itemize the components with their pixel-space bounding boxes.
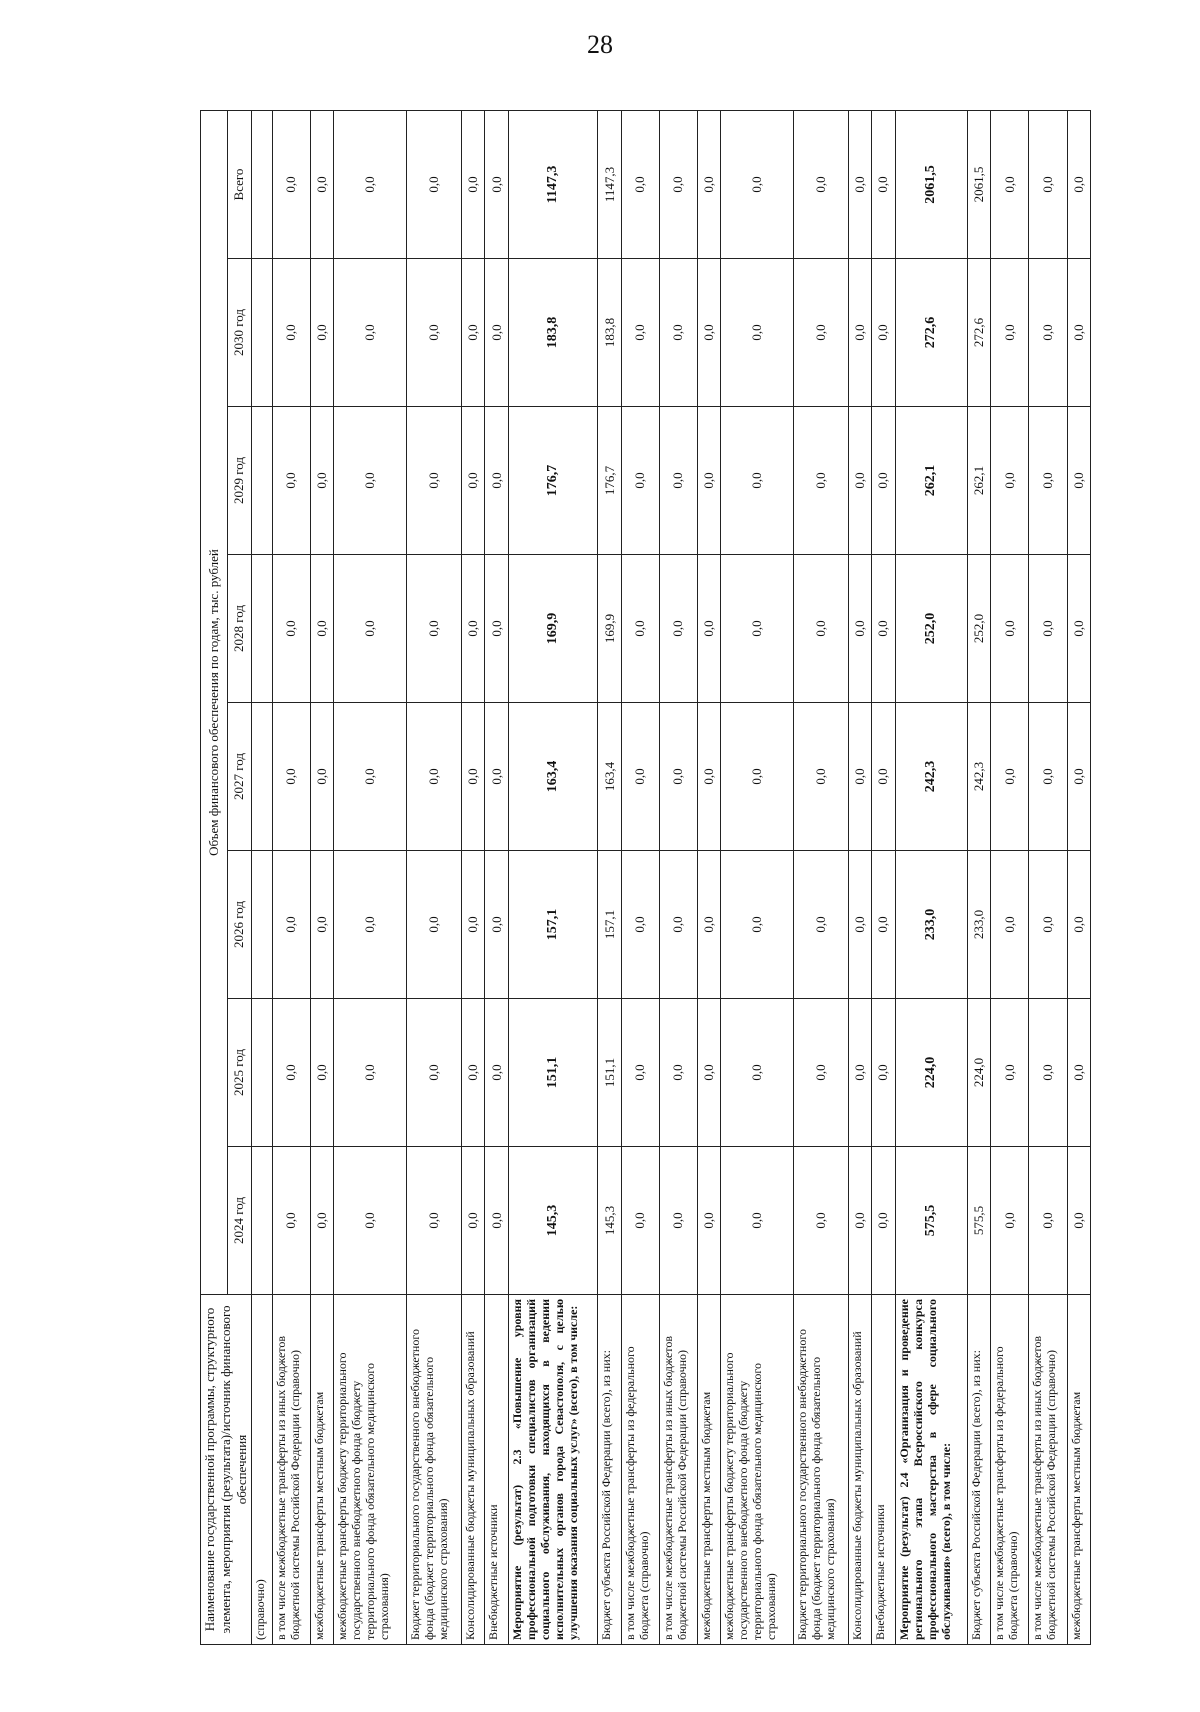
header-year-cell: 2024 год (227, 1147, 251, 1295)
value-cell: 0,0 (793, 555, 848, 703)
value-cell: 0,0 (272, 259, 310, 407)
value-cell: 575,5 (895, 1147, 967, 1295)
table-body (252, 111, 1091, 1645)
value-cell: 0,0 (721, 555, 793, 703)
value-cell (252, 1147, 273, 1295)
value-cell: 0,0 (659, 703, 697, 851)
row-name-cell: межбюджетные трансферты бюджету территориального государственного внебюджетного фонда (бюджету территориального фонда обязательного медицинского страхования) (721, 1295, 793, 1645)
value-cell: 0,0 (793, 407, 848, 555)
row-name-cell: в том числе межбюджетные трансферты из иных бюджетов бюджетной системы Российской Федерации (справочно) (1029, 1295, 1067, 1645)
value-cell: 169,9 (598, 555, 621, 703)
value-cell: 0,0 (1067, 1147, 1091, 1295)
value-cell: 157,1 (508, 851, 598, 999)
value-cell: 0,0 (334, 1147, 406, 1295)
rotated-table-container (200, 110, 1090, 1645)
value-cell: 242,3 (895, 703, 967, 851)
value-cell: 0,0 (1067, 851, 1091, 999)
value-cell: 0,0 (1067, 111, 1091, 259)
value-cell: 0,0 (462, 1147, 485, 1295)
table-row (968, 111, 991, 1645)
table-row (848, 111, 871, 1645)
value-cell: 224,0 (968, 999, 991, 1147)
value-cell: 0,0 (1067, 259, 1091, 407)
value-cell: 0,0 (721, 259, 793, 407)
value-cell: 0,0 (462, 555, 485, 703)
value-cell: 0,0 (872, 703, 895, 851)
value-cell: 0,0 (621, 851, 659, 999)
table-row (1029, 111, 1067, 1645)
value-cell: 0,0 (848, 111, 871, 259)
value-cell: 0,0 (406, 999, 461, 1147)
value-cell: 272,6 (968, 259, 991, 407)
value-cell: 242,3 (968, 703, 991, 851)
table-row (272, 111, 310, 1645)
value-cell: 0,0 (462, 851, 485, 999)
row-name-cell: в том числе межбюджетные трансферты из иных бюджетов бюджетной системы Российской Федерации (справочно) (659, 1295, 697, 1645)
value-cell: 0,0 (721, 703, 793, 851)
value-cell: 0,0 (485, 407, 508, 555)
table-row (406, 111, 461, 1645)
row-name-cell: межбюджетные трансферты бюджету территориального государственного внебюджетного фонда (бюджету территориального фонда обязательного медицинского страхования) (334, 1295, 406, 1645)
value-cell: 163,4 (508, 703, 598, 851)
value-cell: 145,3 (598, 1147, 621, 1295)
value-cell: 0,0 (406, 111, 461, 259)
value-cell: 0,0 (406, 259, 461, 407)
value-cell (252, 703, 273, 851)
value-cell: 0,0 (272, 407, 310, 555)
row-name-cell: Консолидированные бюджеты муниципальных образований (462, 1295, 485, 1645)
value-cell: 233,0 (968, 851, 991, 999)
value-cell: 0,0 (621, 555, 659, 703)
value-cell: 0,0 (721, 1147, 793, 1295)
value-cell: 0,0 (872, 555, 895, 703)
value-cell: 0,0 (272, 1147, 310, 1295)
value-cell: 0,0 (697, 111, 720, 259)
value-cell: 0,0 (659, 851, 697, 999)
value-cell: 224,0 (895, 999, 967, 1147)
value-cell: 0,0 (872, 111, 895, 259)
value-cell: 0,0 (991, 703, 1029, 851)
value-cell: 0,0 (485, 999, 508, 1147)
value-cell: 0,0 (272, 111, 310, 259)
value-cell: 0,0 (991, 851, 1029, 999)
table-row (598, 111, 621, 1645)
value-cell: 0,0 (310, 407, 333, 555)
value-cell: 0,0 (334, 407, 406, 555)
header-year-cell: 2029 год (227, 407, 251, 555)
value-cell: 0,0 (1029, 851, 1067, 999)
value-cell: 0,0 (1029, 703, 1067, 851)
value-cell: 0,0 (485, 1147, 508, 1295)
value-cell: 157,1 (598, 851, 621, 999)
value-cell: 0,0 (462, 703, 485, 851)
value-cell: 0,0 (991, 407, 1029, 555)
value-cell: 0,0 (793, 111, 848, 259)
value-cell: 0,0 (406, 407, 461, 555)
row-name-cell: Мероприятие (результат) 2.3 «Повышение уровня профессиональной подготовки специалистов организаций социального обслуживания, находящихся в ведении исполнительных органов города Севастополя, с целью улучшения оказания социальных услуг» (всего), в том числе: (508, 1295, 598, 1645)
row-name-cell: Внебюджетные источники (485, 1295, 508, 1645)
value-cell (252, 111, 273, 259)
value-cell: 0,0 (621, 111, 659, 259)
value-cell: 0,0 (848, 1147, 871, 1295)
value-cell: 0,0 (485, 259, 508, 407)
header-year-cell: 2028 год (227, 555, 251, 703)
value-cell: 0,0 (621, 259, 659, 407)
header-year-cell: Всего (227, 111, 251, 259)
table-row (659, 111, 697, 1645)
value-cell: 169,9 (508, 555, 598, 703)
value-cell: 0,0 (721, 851, 793, 999)
table-row (793, 111, 848, 1645)
value-cell: 0,0 (991, 555, 1029, 703)
value-cell: 0,0 (793, 851, 848, 999)
value-cell: 0,0 (793, 999, 848, 1147)
row-name-cell: (справочно) (252, 1295, 273, 1645)
value-cell: 0,0 (659, 407, 697, 555)
value-cell: 0,0 (659, 259, 697, 407)
table-row (310, 111, 333, 1645)
value-cell: 575,5 (968, 1147, 991, 1295)
value-cell: 151,1 (508, 999, 598, 1147)
value-cell: 0,0 (485, 703, 508, 851)
row-name-cell: Консолидированные бюджеты муниципальных образований (848, 1295, 871, 1645)
value-cell: 0,0 (310, 555, 333, 703)
value-cell: 0,0 (272, 999, 310, 1147)
value-cell: 0,0 (485, 111, 508, 259)
value-cell: 0,0 (462, 111, 485, 259)
value-cell: 0,0 (872, 407, 895, 555)
table-row (991, 111, 1029, 1645)
value-cell: 0,0 (1067, 703, 1091, 851)
value-cell: 2061,5 (968, 111, 991, 259)
table-row (697, 111, 720, 1645)
value-cell: 0,0 (334, 703, 406, 851)
value-cell: 0,0 (272, 555, 310, 703)
value-cell (252, 851, 273, 999)
table-row (621, 111, 659, 1645)
value-cell: 0,0 (991, 1147, 1029, 1295)
value-cell: 0,0 (462, 259, 485, 407)
value-cell: 0,0 (1029, 111, 1067, 259)
value-cell: 0,0 (1067, 407, 1091, 555)
header-volume-cell: Объем финансового обеспечения по годам, тыс. рублей (201, 111, 228, 1295)
table-row (252, 111, 273, 1645)
header-year-cell: 2025 год (227, 999, 251, 1147)
value-cell: 0,0 (462, 407, 485, 555)
header-name-cell: Наименование государственной программы, структурного элемента, мероприятия (результата)/источник финансового обеспечения (201, 1295, 252, 1645)
page-number: 28 (587, 30, 613, 59)
row-name-cell: в том числе межбюджетные трансферты из федерального бюджета (справочно) (621, 1295, 659, 1645)
value-cell: 0,0 (621, 407, 659, 555)
value-cell: 262,1 (895, 407, 967, 555)
value-cell: 0,0 (1067, 999, 1091, 1147)
row-name-cell: Внебюджетные источники (872, 1295, 895, 1645)
value-cell: 0,0 (697, 259, 720, 407)
value-cell: 0,0 (272, 703, 310, 851)
row-name-cell: Бюджет территориального государственного внебюджетного фонда (бюджет территориального фонда обязательного медицинского страхования) (793, 1295, 848, 1645)
value-cell: 0,0 (721, 407, 793, 555)
header-year-cell: 2026 год (227, 851, 251, 999)
value-cell: 0,0 (334, 999, 406, 1147)
value-cell: 0,0 (621, 999, 659, 1147)
value-cell: 0,0 (793, 703, 848, 851)
value-cell: 0,0 (848, 999, 871, 1147)
value-cell: 0,0 (697, 703, 720, 851)
value-cell: 0,0 (872, 851, 895, 999)
value-cell: 0,0 (848, 407, 871, 555)
header-year-cell: 2027 год (227, 703, 251, 851)
value-cell: 0,0 (697, 1147, 720, 1295)
row-name-cell: в том числе межбюджетные трансферты из федерального бюджета (справочно) (991, 1295, 1029, 1645)
value-cell: 0,0 (991, 259, 1029, 407)
value-cell: 0,0 (721, 999, 793, 1147)
table-row (721, 111, 793, 1645)
value-cell: 0,0 (406, 555, 461, 703)
value-cell: 163,4 (598, 703, 621, 851)
row-name-cell: межбюджетные трансферты местным бюджетам (310, 1295, 333, 1645)
value-cell (252, 407, 273, 555)
value-cell: 0,0 (334, 851, 406, 999)
row-name-cell: межбюджетные трансферты местным бюджетам (1067, 1295, 1091, 1645)
value-cell: 1147,3 (598, 111, 621, 259)
value-cell: 1147,3 (508, 111, 598, 259)
value-cell: 252,0 (968, 555, 991, 703)
value-cell: 0,0 (848, 555, 871, 703)
value-cell: 0,0 (848, 703, 871, 851)
row-name-cell: Бюджет субъекта Российской Федерации (всего), из них: (968, 1295, 991, 1645)
row-name-cell: межбюджетные трансферты местным бюджетам (697, 1295, 720, 1645)
value-cell: 176,7 (508, 407, 598, 555)
value-cell: 0,0 (272, 851, 310, 999)
table-header (201, 111, 252, 1645)
row-name-cell: Бюджет субъекта Российской Федерации (всего), из них: (598, 1295, 621, 1645)
value-cell: 0,0 (485, 851, 508, 999)
value-cell: 183,8 (508, 259, 598, 407)
value-cell: 0,0 (310, 999, 333, 1147)
row-name-cell: в том числе межбюджетные трансферты из иных бюджетов бюджетной системы Российской Федерации (справочно) (272, 1295, 310, 1645)
table-row (462, 111, 485, 1645)
table-row (508, 111, 598, 1645)
value-cell: 0,0 (872, 1147, 895, 1295)
value-cell: 2061,5 (895, 111, 967, 259)
value-cell: 0,0 (310, 1147, 333, 1295)
value-cell: 0,0 (697, 999, 720, 1147)
value-cell: 0,0 (697, 555, 720, 703)
value-cell: 0,0 (485, 555, 508, 703)
value-cell: 151,1 (598, 999, 621, 1147)
value-cell: 252,0 (895, 555, 967, 703)
value-cell: 0,0 (793, 259, 848, 407)
value-cell: 0,0 (334, 111, 406, 259)
value-cell: 0,0 (462, 999, 485, 1147)
value-cell (252, 555, 273, 703)
value-cell: 0,0 (991, 999, 1029, 1147)
table-row (1067, 111, 1091, 1645)
value-cell: 0,0 (659, 999, 697, 1147)
value-cell: 0,0 (310, 259, 333, 407)
value-cell: 0,0 (1029, 1147, 1067, 1295)
value-cell: 0,0 (697, 407, 720, 555)
value-cell: 0,0 (721, 111, 793, 259)
table-row (872, 111, 895, 1645)
value-cell (252, 259, 273, 407)
value-cell: 0,0 (697, 851, 720, 999)
value-cell: 145,3 (508, 1147, 598, 1295)
row-name-cell: Мероприятие (результат) 2.4 «Организация и проведение регионального этапа Всероссийского конкурса профессионального мастерства в сфере социального обслуживания» (всего), в том числе: (895, 1295, 967, 1645)
table-row (485, 111, 508, 1645)
value-cell: 0,0 (991, 111, 1029, 259)
value-cell: 0,0 (1067, 555, 1091, 703)
value-cell: 0,0 (406, 703, 461, 851)
financing-table (200, 110, 1091, 1645)
value-cell: 183,8 (598, 259, 621, 407)
value-cell: 233,0 (895, 851, 967, 999)
value-cell: 0,0 (872, 999, 895, 1147)
value-cell: 272,6 (895, 259, 967, 407)
value-cell: 0,0 (848, 851, 871, 999)
value-cell: 0,0 (334, 259, 406, 407)
value-cell: 262,1 (968, 407, 991, 555)
value-cell: 176,7 (598, 407, 621, 555)
value-cell: 0,0 (310, 111, 333, 259)
table-row (895, 111, 967, 1645)
value-cell: 0,0 (1029, 259, 1067, 407)
value-cell: 0,0 (1029, 555, 1067, 703)
value-cell: 0,0 (659, 111, 697, 259)
value-cell: 0,0 (406, 851, 461, 999)
value-cell: 0,0 (310, 851, 333, 999)
value-cell: 0,0 (1029, 407, 1067, 555)
value-cell: 0,0 (659, 555, 697, 703)
value-cell: 0,0 (1029, 999, 1067, 1147)
value-cell (252, 999, 273, 1147)
value-cell: 0,0 (310, 703, 333, 851)
table-row (334, 111, 406, 1645)
row-name-cell: Бюджет территориального государственного внебюджетного фонда (бюджет территориального фонда обязательного медицинского страхования) (406, 1295, 461, 1645)
header-year-cell: 2030 год (227, 259, 251, 407)
value-cell: 0,0 (406, 1147, 461, 1295)
value-cell: 0,0 (659, 1147, 697, 1295)
value-cell: 0,0 (621, 703, 659, 851)
value-cell: 0,0 (334, 555, 406, 703)
value-cell: 0,0 (848, 259, 871, 407)
value-cell: 0,0 (872, 259, 895, 407)
value-cell: 0,0 (793, 1147, 848, 1295)
value-cell: 0,0 (621, 1147, 659, 1295)
